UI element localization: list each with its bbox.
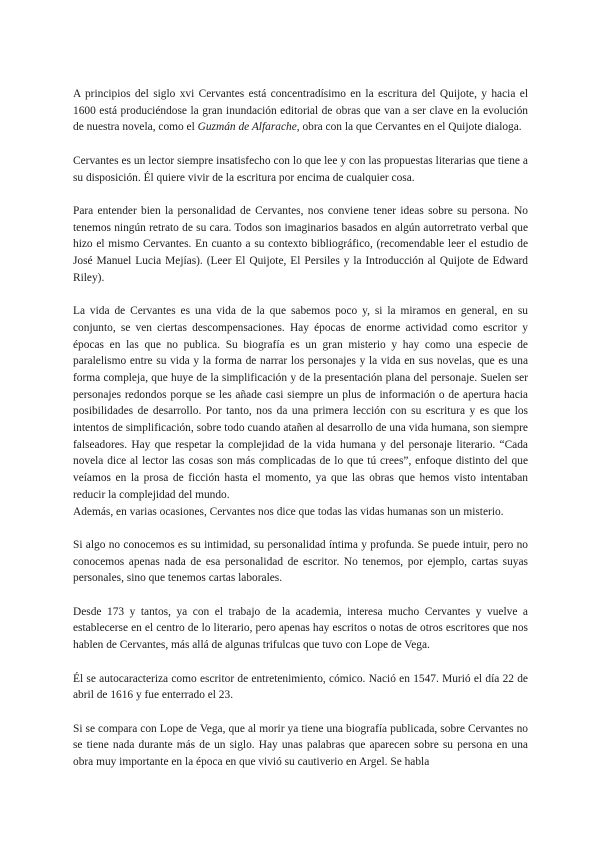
paragraph-4: La vida de Cervantes es una vida de la que sabemos poco y, si la miramos en general, en su conjunto, se ven ciertas descompensaciones. Hay épocas de enorme actividad como escritor y épocas en las que no publica. Su biografía es un gran misterio y hay como una especie de paralelismo entre su vida y la forma de narrar los personajes y la vida en sus novelas, que es una forma compleja, que huye de la simplificación y de la presentación plana del personaje. Suelen ser personajes redondos porque se les añade casi siempre un plus de información o de apertura hacia posibilidades de desarrollo. Por tanto, nos da una primera lección con su escritura y es que los intentos de simplificación, sobre todo cuando atañen al desarrollo de una vida humana, son siempre falseadores. Hay que respetar la complejidad de la vida humana y del personaje literario. “Cada novela dice al lector las cosas son más complicadas de lo que tú crees”, enfoque distinto del que veíamos en la prosa de ficción hasta el momento, ya que las obras que hemos visto intentaban reducir la complejidad del mundo. <box>73 305 528 501</box>
paragraph-3: Para entender bien la personalidad de Cervantes, nos conviene tener ideas sobre su persona. No tenemos ningún retrato de su cara. Todos son imaginarios basados en algún autorretrato verbal que hizo el mismo Cervantes. En cuanto a su contexto bibliográfico, (recomendable leer el estudio de José Manuel Lucia Mejías). (Leer El Quijote, El Persiles y la Introducción al Quijote de Edward Riley). <box>73 204 528 284</box>
paragraph-8: Él se autocaracteriza como escritor de entretenimiento, cómico. Nació en 1547. Murió el día 22 de abril de 1616 y fue enterrado el 23. <box>73 672 528 702</box>
paragraph-1 <box>73 86 528 136</box>
italic-book-title: Guzmán de Alfarache <box>197 121 297 134</box>
paragraph-1-text-end: , obra con la que Cervantes en el Quijote dialoga. <box>296 121 522 134</box>
paragraph-2: Cervantes es un lector siempre insatisfecho con lo que lee y con las propuestas literarias que tiene a su disposición. Él quiere vivir de la escritura por encima de cualquier cosa. <box>73 154 528 184</box>
paragraph-1-text-start: A principios del siglo xvi Cervantes está concentradísimo en la escritura del Quijote, y hacia el 1600 está produciéndose la gran inundación editorial de obras que van a ser clave en la evolución de nuestra novela, como el <box>73 88 528 134</box>
document-body <box>73 86 528 771</box>
paragraph-9: Si se compara con Lope de Vega, que al morir ya tiene una biografía publicada, sobre Cervantes no se tiene nada durante más de un siglo. Hay unas palabras que aparecen sobre su persona en una obra muy importante en la época en que vivió su cautiverio en Argel. Se habla <box>73 722 528 769</box>
paragraph-6: Si algo no conocemos es su intimidad, su personalidad íntima y profunda. Se puede intuir, pero no conocemos apenas nada de esa personalidad de escritor. No tenemos, por ejemplo, cartas suyas personales, sino que tenemos cartas laborales. <box>73 538 528 585</box>
paragraph-5: Además, en varias ocasiones, Cervantes nos dice que todas las vidas humanas son un misterio. <box>73 505 504 518</box>
paragraph-7: Desde 173 y tantos, ya con el trabajo de la academia, interesa mucho Cervantes y vuelve a establecerse en el centro de lo literario, pero apenas hay escritos o notas de otros escritores que nos hablen de Cervantes, más allá de algunas trifulcas que tuvo con Lope de Vega. <box>73 605 528 652</box>
